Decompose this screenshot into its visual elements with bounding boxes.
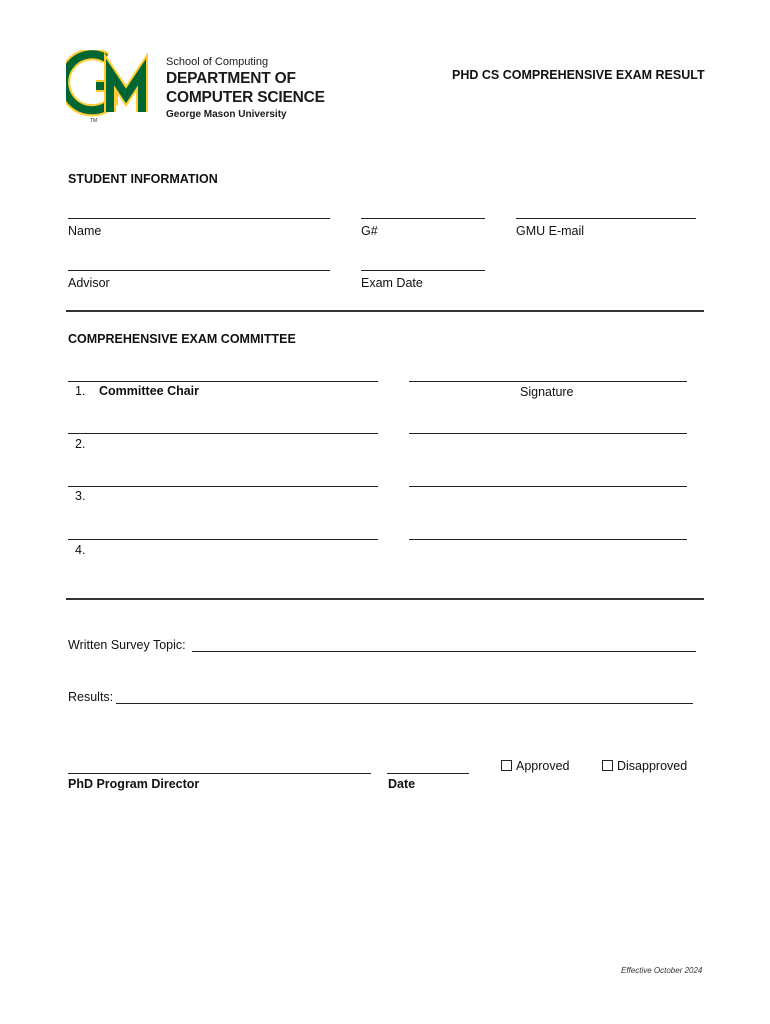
student-info-heading: STUDENT INFORMATION [68, 172, 218, 186]
logo-university: George Mason University [166, 109, 287, 120]
signature-4-line[interactable] [409, 539, 687, 540]
name-label: Name [68, 224, 102, 238]
survey-topic-line[interactable] [192, 651, 696, 652]
committee-4-number: 4. [75, 543, 86, 557]
gnumber-label: G# [361, 224, 378, 238]
email-line[interactable] [516, 218, 696, 219]
effective-date: Effective October 2024 [621, 966, 703, 975]
director-date-line[interactable] [387, 773, 469, 774]
approved-label: Approved [516, 759, 570, 773]
date-label: Date [388, 777, 416, 791]
page-title: PHD CS COMPREHENSIVE EXAM RESULT [452, 68, 705, 82]
exam-date-line[interactable] [361, 270, 485, 271]
results-line[interactable] [116, 703, 693, 704]
signature-3-line[interactable] [409, 486, 687, 487]
advisor-label: Advisor [68, 276, 110, 290]
committee-3-number: 3. [75, 489, 86, 503]
disapproved-checkbox[interactable] [602, 760, 613, 771]
results-label: Results: [68, 690, 114, 704]
survey-topic-label: Written Survey Topic: [68, 638, 186, 652]
name-line[interactable] [68, 218, 330, 219]
signature-1-line[interactable] [409, 381, 687, 382]
advisor-line[interactable] [68, 270, 330, 271]
committee-chair-label: Committee Chair [99, 384, 200, 398]
disapproved-label: Disapproved [617, 759, 688, 773]
svg-text:TM: TM [90, 118, 98, 124]
committee-3-line[interactable] [68, 486, 378, 487]
approved-option[interactable] [501, 759, 570, 773]
logo-dept-line1: DEPARTMENT OF [166, 70, 296, 87]
logo-school: School of Computing [166, 56, 269, 68]
section-divider-1 [66, 310, 704, 312]
committee-1-line[interactable] [68, 381, 378, 382]
committee-2-line[interactable] [68, 433, 378, 434]
director-signature-line[interactable] [68, 773, 371, 774]
exam-date-label: Exam Date [361, 276, 423, 290]
director-label: PhD Program Director [68, 777, 200, 791]
gmu-logo [66, 48, 336, 126]
committee-heading: COMPREHENSIVE EXAM COMMITTEE [68, 332, 296, 346]
committee-4-line[interactable] [68, 539, 378, 540]
disapproved-option[interactable] [602, 759, 687, 773]
signature-2-line[interactable] [409, 433, 687, 434]
email-label: GMU E-mail [516, 224, 585, 238]
section-divider-2 [66, 598, 704, 600]
approved-checkbox[interactable] [501, 760, 512, 771]
committee-2-number: 2. [75, 437, 86, 451]
gnumber-line[interactable] [361, 218, 485, 219]
gmu-monogram-icon [66, 50, 162, 124]
logo-dept-line2: COMPUTER SCIENCE [166, 89, 325, 106]
signature-label: Signature [520, 385, 574, 399]
committee-1-number: 1. [75, 384, 86, 398]
